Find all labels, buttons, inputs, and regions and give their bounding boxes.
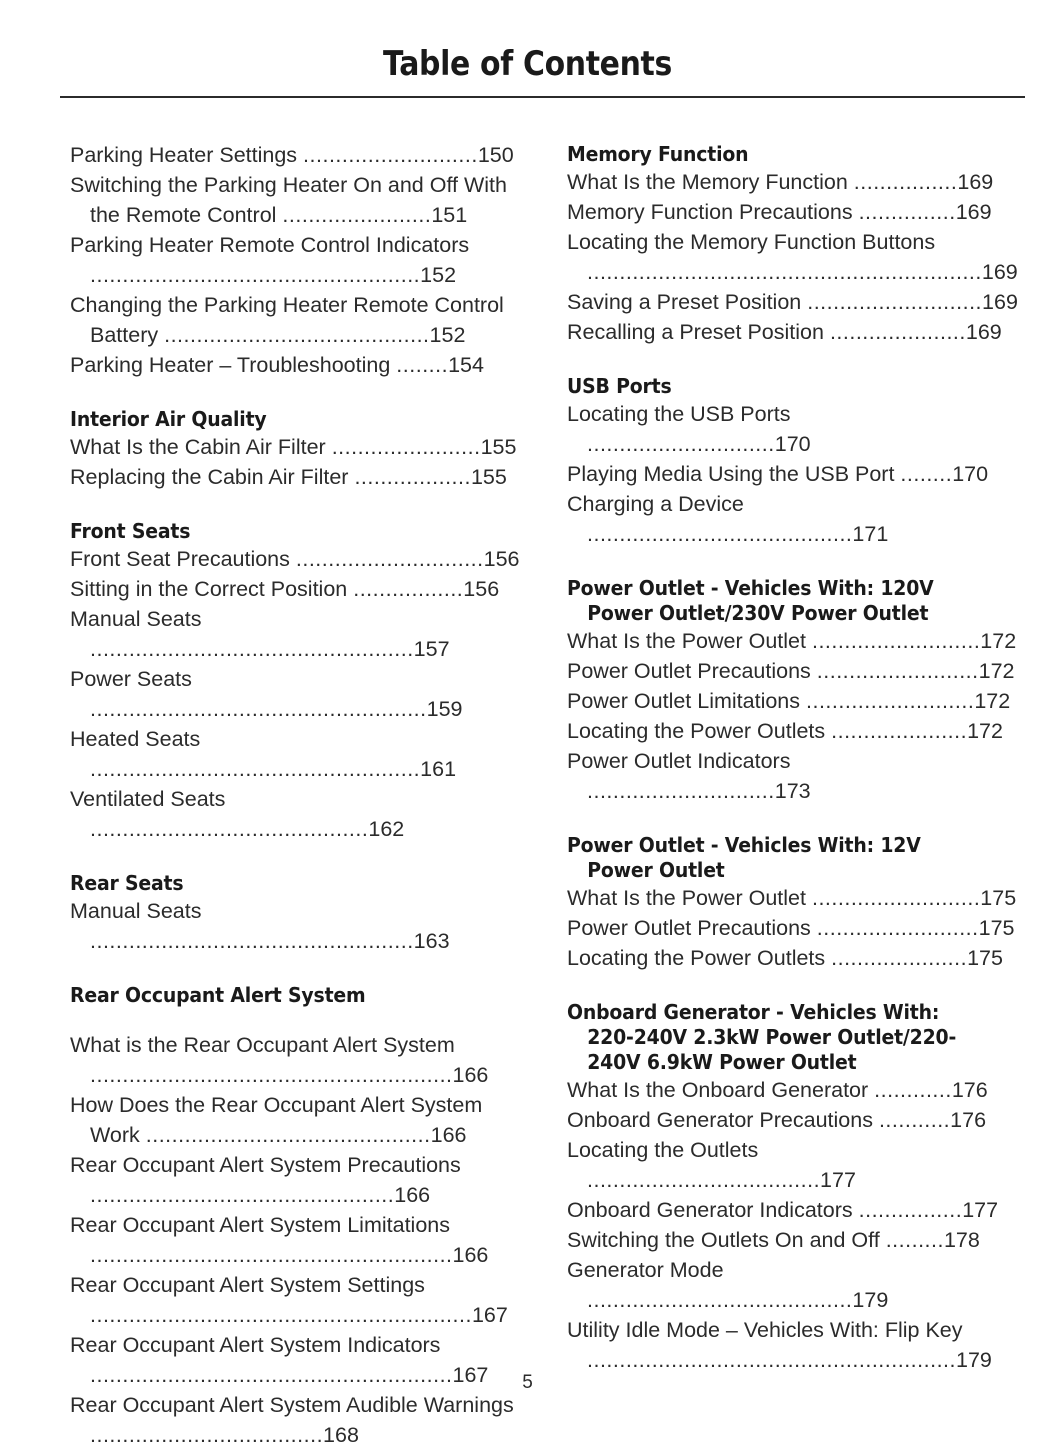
toc-entry[interactable] (70, 1030, 522, 1090)
toc-entry-leader-dots: ......................................................... (587, 1348, 956, 1372)
toc-entry-label: Switching the Parking Heater On and Off With the Remote Control (70, 173, 507, 227)
toc-entry-leader-dots: ................................................... (90, 263, 421, 287)
toc-entry-label: Rear Occupant Alert System Audible Warnings (70, 1393, 514, 1417)
toc-entry[interactable] (567, 716, 1019, 746)
toc-entry-label: Sitting in the Correct Position (70, 577, 348, 601)
toc-entry-label: Recalling a Preset Position (567, 320, 824, 344)
toc-entry-page-number: 177 (962, 1198, 999, 1222)
toc-entry[interactable] (567, 227, 1019, 287)
toc-entry-leader-dots: ......................... (816, 916, 979, 940)
toc-entry-leader-dots: ....................... (331, 435, 481, 459)
toc-entry-label: What Is the Power Outlet (567, 629, 806, 653)
toc-entry-page-number: 168 (323, 1423, 359, 1447)
toc-entry[interactable] (567, 656, 1019, 686)
toc-entry[interactable] (567, 686, 1019, 716)
toc-entry[interactable] (567, 1195, 1019, 1225)
toc-entry-page-number: 172 (980, 629, 1017, 653)
toc-column-right (567, 140, 1019, 1375)
toc-entry-leader-dots: ............................................ (145, 1123, 431, 1147)
toc-entry[interactable] (70, 896, 522, 956)
page-folio: 5 (522, 1372, 533, 1393)
toc-entry-page-number: 169 (965, 320, 1002, 344)
toc-entry[interactable] (567, 913, 1019, 943)
toc-entry-label: What Is the Power Outlet (567, 886, 806, 910)
toc-entry[interactable] (70, 604, 522, 664)
toc-entry-label: Parking Heater Remote Control Indicators (70, 233, 470, 257)
toc-entry[interactable] (70, 724, 522, 784)
toc-entry-label: Power Seats (70, 667, 192, 691)
toc-entry-page-number: 176 (951, 1078, 988, 1102)
toc-entry-page-number: 169 (982, 290, 1018, 314)
toc-entry[interactable] (70, 170, 522, 230)
toc-entry-leader-dots: .................................... (587, 1168, 821, 1192)
toc-entry-label: Locating the Power Outlets (567, 946, 826, 970)
toc-entry-page-number: 166 (430, 1123, 467, 1147)
toc-entry-leader-dots: .......................... (811, 886, 981, 910)
toc-entry-leader-dots: ................ (853, 170, 958, 194)
toc-entry-leader-dots: ............................. (587, 432, 775, 456)
toc-entry-page-number: 156 (483, 547, 520, 571)
toc-entry-leader-dots: .................................... (90, 1423, 324, 1447)
toc-entry-leader-dots: ........ (396, 353, 449, 377)
toc-entry-leader-dots: ................ (858, 1198, 963, 1222)
toc-section-heading: Power Outlet - Vehicles With: 120V Power Outlet/230V Power Outlet (567, 576, 934, 625)
toc-entry[interactable] (70, 432, 522, 462)
toc-entry[interactable] (567, 167, 1019, 197)
toc-entry-page-number: 163 (413, 929, 450, 953)
toc-entry-page-number: 151 (431, 203, 468, 227)
toc-entry-label: Locating the USB Ports (567, 402, 791, 426)
toc-entry-page-number: 154 (448, 353, 484, 377)
toc-section-heading: Memory Function (567, 142, 749, 166)
toc-entry-page-number: 176 (950, 1108, 987, 1132)
toc-entry-page-number: 169 (955, 200, 992, 224)
toc-entry-label: Saving a Preset Position (567, 290, 802, 314)
toc-entry-leader-dots: ........................... (807, 290, 983, 314)
toc-entry-leader-dots: .................................................... (90, 697, 427, 721)
toc-entry[interactable] (70, 230, 522, 290)
toc-entry-page-number: 172 (978, 659, 1015, 683)
toc-entry-leader-dots: .................................................. (90, 637, 414, 661)
toc-entry-label: Parking Heater Settings (70, 143, 298, 167)
toc-entry[interactable] (70, 350, 522, 380)
toc-section-heading: Interior Air Quality (70, 407, 267, 431)
toc-entry[interactable] (567, 287, 1019, 317)
toc-entry-leader-dots: ......................................... (587, 522, 853, 546)
toc-entry-page-number: 179 (955, 1348, 992, 1372)
toc-section-heading: Onboard Generator - Vehicles With: 220-240V 2.3kW Power Outlet/220-240V 6.9kW Power Outlet (567, 1000, 957, 1074)
toc-entry-label: What is the Rear Occupant Alert System (70, 1033, 455, 1057)
toc-entry-page-number: 169 (981, 260, 1018, 284)
toc-entry[interactable] (70, 1210, 522, 1270)
toc-entry-label: Playing Media Using the USB Port (567, 462, 895, 486)
toc-entry[interactable] (567, 459, 1019, 489)
toc-entry-label: Generator Mode (567, 1258, 724, 1282)
toc-entry-leader-dots: ........ (900, 462, 953, 486)
toc-entry[interactable] (70, 290, 522, 350)
toc-entry[interactable] (567, 1135, 1019, 1195)
toc-entry-label: Power Outlet Limitations (567, 689, 801, 713)
toc-entry-page-number: 155 (480, 435, 517, 459)
toc-entry-label: Locating the Memory Function Buttons (567, 230, 936, 254)
toc-entry[interactable] (567, 1315, 1019, 1375)
toc-entry[interactable] (567, 883, 1019, 913)
page-title: Table of Contents (383, 44, 672, 84)
toc-entry[interactable] (70, 1150, 522, 1210)
toc-entry-label: Onboard Generator Indicators (567, 1198, 853, 1222)
toc-entry-label: Onboard Generator Precautions (567, 1108, 873, 1132)
toc-entry-page-number: 172 (967, 719, 1003, 743)
toc-entry-label: Parking Heater – Troubleshooting (70, 353, 391, 377)
toc-entry[interactable] (70, 544, 522, 574)
toc-entry-page-number: 166 (394, 1183, 431, 1207)
toc-entry-page-number: 161 (420, 757, 457, 781)
toc-entry-label: Locating the Power Outlets (567, 719, 826, 743)
toc-entry-page-number: 157 (413, 637, 450, 661)
toc-entry-label: Charging a Device (567, 492, 744, 516)
toc-entry-page-number: 170 (774, 432, 811, 456)
toc-entry-leader-dots: .......................... (811, 629, 981, 653)
toc-entry-leader-dots: ................. (353, 577, 464, 601)
toc-entry-leader-dots: ........... (878, 1108, 951, 1132)
toc-entry-page-number: 150 (477, 143, 514, 167)
toc-entry-label: Memory Function Precautions (567, 200, 853, 224)
toc-entry[interactable] (567, 317, 1019, 347)
toc-entry-leader-dots: ..................... (831, 719, 968, 743)
toc-column-left (70, 140, 522, 1450)
toc-entry[interactable] (70, 1270, 522, 1330)
toc-entry-label: What Is the Memory Function (567, 170, 848, 194)
toc-entry-leader-dots: ......... (885, 1228, 944, 1252)
toc-entry-page-number: 169 (957, 170, 994, 194)
toc-entry-label: Utility Idle Mode – Vehicles With: Flip Key (567, 1318, 963, 1342)
toc-entry-leader-dots: ......................................... (587, 1288, 853, 1312)
title-divider (60, 96, 1025, 98)
toc-entry-leader-dots: ........................................................... (90, 1303, 472, 1327)
toc-entry-label: Power Outlet Precautions (567, 659, 811, 683)
toc-section-heading: USB Ports (567, 374, 672, 398)
toc-entry-leader-dots: ............................................................. (587, 260, 982, 284)
toc-entry[interactable] (567, 399, 1019, 459)
toc-entry-label: Rear Occupant Alert System Indicators (70, 1333, 441, 1357)
toc-entry-label: Changing the Parking Heater Remote Control Battery (70, 293, 504, 347)
toc-entry-label: What Is the Cabin Air Filter (70, 435, 326, 459)
toc-entry[interactable] (70, 664, 522, 724)
toc-entry-leader-dots: .................................................. (90, 929, 414, 953)
toc-entry-label: Replacing the Cabin Air Filter (70, 465, 349, 489)
toc-entry-label: What Is the Onboard Generator (567, 1078, 869, 1102)
toc-entry[interactable] (70, 1090, 522, 1150)
toc-entry[interactable] (567, 626, 1019, 656)
toc-entry-label: Power Outlet Indicators (567, 749, 791, 773)
toc-entry-label: Switching the Outlets On and Off (567, 1228, 880, 1252)
toc-entry-leader-dots: ........................................... (90, 817, 369, 841)
toc-entry-page-number: 159 (426, 697, 463, 721)
toc-entry-leader-dots: ................................................... (90, 757, 421, 781)
toc-entry-leader-dots: ............ (874, 1078, 952, 1102)
toc-entry-page-number: 177 (820, 1168, 856, 1192)
toc-entry-page-number: 166 (452, 1243, 489, 1267)
toc-entry[interactable] (70, 462, 522, 492)
toc-entry-page-number: 162 (368, 817, 405, 841)
toc-entry-leader-dots: ..................... (829, 320, 966, 344)
toc-entry-leader-dots: ........................... (303, 143, 478, 167)
toc-entry-page-number: 173 (774, 779, 811, 803)
toc-entry-page-number: 179 (852, 1288, 889, 1312)
toc-entry-label: Rear Occupant Alert System Limitations (70, 1213, 450, 1237)
toc-entry[interactable] (567, 746, 1019, 806)
toc-entry-page-number: 172 (974, 689, 1011, 713)
toc-entry[interactable] (567, 1225, 1019, 1255)
toc-entry-label: Manual Seats (70, 607, 202, 631)
toc-section-heading: Rear Seats (70, 871, 184, 895)
toc-entry-leader-dots: ............................. (587, 779, 775, 803)
toc-entry[interactable] (567, 489, 1019, 549)
toc-entry-leader-dots: .......................... (806, 689, 975, 713)
toc-entry-page-number: 167 (452, 1363, 489, 1387)
toc-section-heading: Front Seats (70, 519, 191, 543)
toc-entry-leader-dots: ............................. (295, 547, 484, 571)
toc-entry[interactable] (567, 1255, 1019, 1315)
toc-entry-leader-dots: ........................................................ (90, 1063, 453, 1087)
toc-entry-label: How Does the Rear Occupant Alert System Work (70, 1093, 483, 1147)
toc-entry-leader-dots: .................. (354, 465, 471, 489)
toc-entry-page-number: 152 (429, 323, 466, 347)
toc-entry[interactable] (70, 1390, 522, 1450)
toc-section-heading: Rear Occupant Alert System (70, 983, 366, 1007)
toc-entry-label: Locating the Outlets (567, 1138, 759, 1162)
toc-entry-leader-dots: ........................................................ (90, 1363, 453, 1387)
toc-section-heading: Power Outlet - Vehicles With: 12V Power Outlet (567, 833, 921, 882)
toc-entry-page-number: 152 (420, 263, 457, 287)
toc-entry-leader-dots: ..................... (831, 946, 968, 970)
toc-entry-label: Rear Occupant Alert System Settings (70, 1273, 425, 1297)
toc-entry[interactable] (567, 197, 1019, 227)
toc-entry-page-number: 171 (852, 522, 889, 546)
toc-entry[interactable] (70, 140, 522, 170)
toc-entry-leader-dots: ............... (858, 200, 956, 224)
toc-entry-label: Manual Seats (70, 899, 202, 923)
toc-entry-page-number: 167 (471, 1303, 508, 1327)
toc-entry-leader-dots: ......................................... (164, 323, 430, 347)
toc-entry-label: Power Outlet Precautions (567, 916, 811, 940)
toc-entry-leader-dots: ....................... (282, 203, 432, 227)
toc-entry-page-number: 170 (952, 462, 989, 486)
toc-entry[interactable] (567, 943, 1019, 973)
toc-entry-label: Heated Seats (70, 727, 201, 751)
toc-entry-page-number: 166 (452, 1063, 489, 1087)
toc-entry[interactable] (567, 1105, 1019, 1135)
toc-entry-page-number: 175 (978, 916, 1015, 940)
toc-entry-leader-dots: ........................................................ (90, 1243, 453, 1267)
toc-entry-leader-dots: ......................... (816, 659, 979, 683)
toc-entry-label: Rear Occupant Alert System Precautions (70, 1153, 461, 1177)
toc-entry-label: Ventilated Seats (70, 787, 226, 811)
toc-entry-page-number: 175 (980, 886, 1017, 910)
toc-entry[interactable] (567, 1075, 1019, 1105)
toc-entry[interactable] (70, 784, 522, 844)
toc-entry-page-number: 156 (463, 577, 500, 601)
toc-entry[interactable] (70, 574, 522, 604)
toc-entry-page-number: 155 (470, 465, 507, 489)
toc-entry-label: Front Seat Precautions (70, 547, 290, 571)
toc-entry-page-number: 178 (943, 1228, 980, 1252)
toc-entry-leader-dots: ............................................... (90, 1183, 395, 1207)
toc-entry-page-number: 175 (967, 946, 1003, 970)
